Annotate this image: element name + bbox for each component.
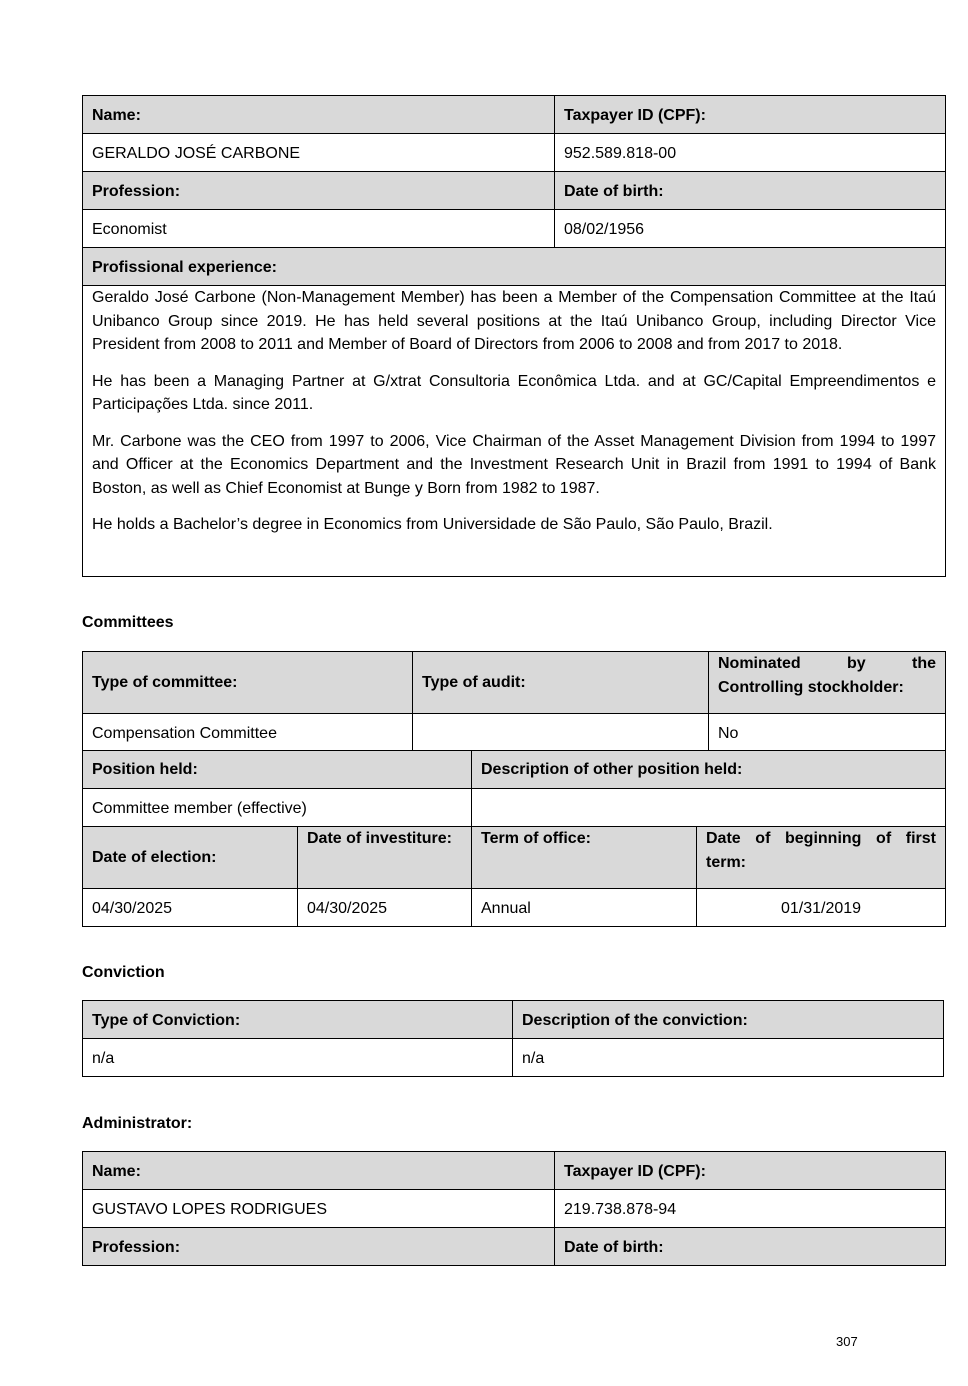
cpf-label: Taxpayer ID (CPF): [555,96,946,134]
other-position-label: Description of other position held: [472,751,946,789]
committee-type-label: Type of committee: [83,652,413,714]
administrator-title: Administrator: [82,1115,193,1132]
investiture-date-value: 04/30/2025 [298,889,472,927]
term-label: Term of office: [472,827,697,889]
conviction-type-label: Type of Conviction: [83,1001,513,1039]
page-number: 307 [836,1334,858,1349]
conviction-desc-label: Description of the conviction: [513,1001,944,1039]
cpf-value: 952.589.818-00 [555,134,946,172]
admin-name-value: GUSTAVO LOPES RODRIGUES [83,1190,555,1228]
experience-label: Profissional experience: [83,248,946,286]
position-label: Position held: [83,751,472,789]
investiture-date-label: Date of investiture: [298,827,472,889]
audit-type-value [413,714,709,752]
member-table [82,95,946,577]
conviction-title: Conviction [82,964,165,981]
admin-name-label: Name: [83,1152,555,1190]
dob-value: 08/02/1956 [555,210,946,248]
name-value: GERALDO JOSÉ CARBONE [83,134,555,172]
experience-paragraph: He has been a Managing Partner at G/xtrat Consultoria Econômica Ltda. and at GC/Capital Empreendimentos e Participações Ltda. since 2011. [92,372,936,413]
admin-profession-label: Profession: [83,1228,555,1266]
committee-table-2 [82,750,946,827]
conviction-table [82,1000,944,1077]
name-label: Name: [83,96,555,134]
experience-paragraph: Mr. Carbone was the CEO from 1997 to 2006, Vice Chairman of the Asset Management Division from 1994 to 1997 and Officer at the Economics Department and the Investment Research Unit in Brazil from 1991 to 1994 of Bank Boston, as well as Chief Economist at Bunge y Born from 1982 to 1987. [92,432,936,497]
committees-title: Committees [82,614,174,631]
admin-dob-label: Date of birth: [555,1228,946,1266]
admin-cpf-value: 219.738.878-94 [555,1190,946,1228]
committee-table-3 [82,826,946,927]
administrator-table [82,1151,946,1266]
election-date-label: Date of election: [83,827,298,889]
conviction-type-value: n/a [83,1039,513,1077]
conviction-desc-value: n/a [513,1039,944,1077]
profession-value: Economist [83,210,555,248]
position-value: Committee member (effective) [83,789,472,827]
profession-label: Profession: [83,172,555,210]
dob-label: Date of birth: [555,172,946,210]
other-position-value [472,789,946,827]
first-term-label: Date of beginning of first term: [697,827,946,889]
experience-text [83,286,946,577]
committee-table-1 [82,651,946,752]
nominated-value: No [709,714,946,752]
first-term-value: 01/31/2019 [697,889,946,927]
audit-type-label: Type of audit: [413,652,709,714]
election-date-value: 04/30/2025 [83,889,298,927]
admin-cpf-label: Taxpayer ID (CPF): [555,1152,946,1190]
term-value: Annual [472,889,697,927]
nominated-label: Nominated by the Controlling stockholder: [709,652,946,714]
experience-paragraph: Geraldo José Carbone (Non-Management Member) has been a Member of the Compensation Committee at the Itaú Unibanco Group since 2019. He has held several positions at the Itaú Unibanco Group, including Director Vice President from 2008 to 2011 and Member of Board of Directors from 2006 to 2008 and from 2017 to 2018. [92,289,936,353]
committee-type-value: Compensation Committee [83,714,413,752]
experience-paragraph: He holds a Bachelor’s degree in Economics from Universidade de São Paulo, São Paulo, Brazil. [92,516,773,533]
